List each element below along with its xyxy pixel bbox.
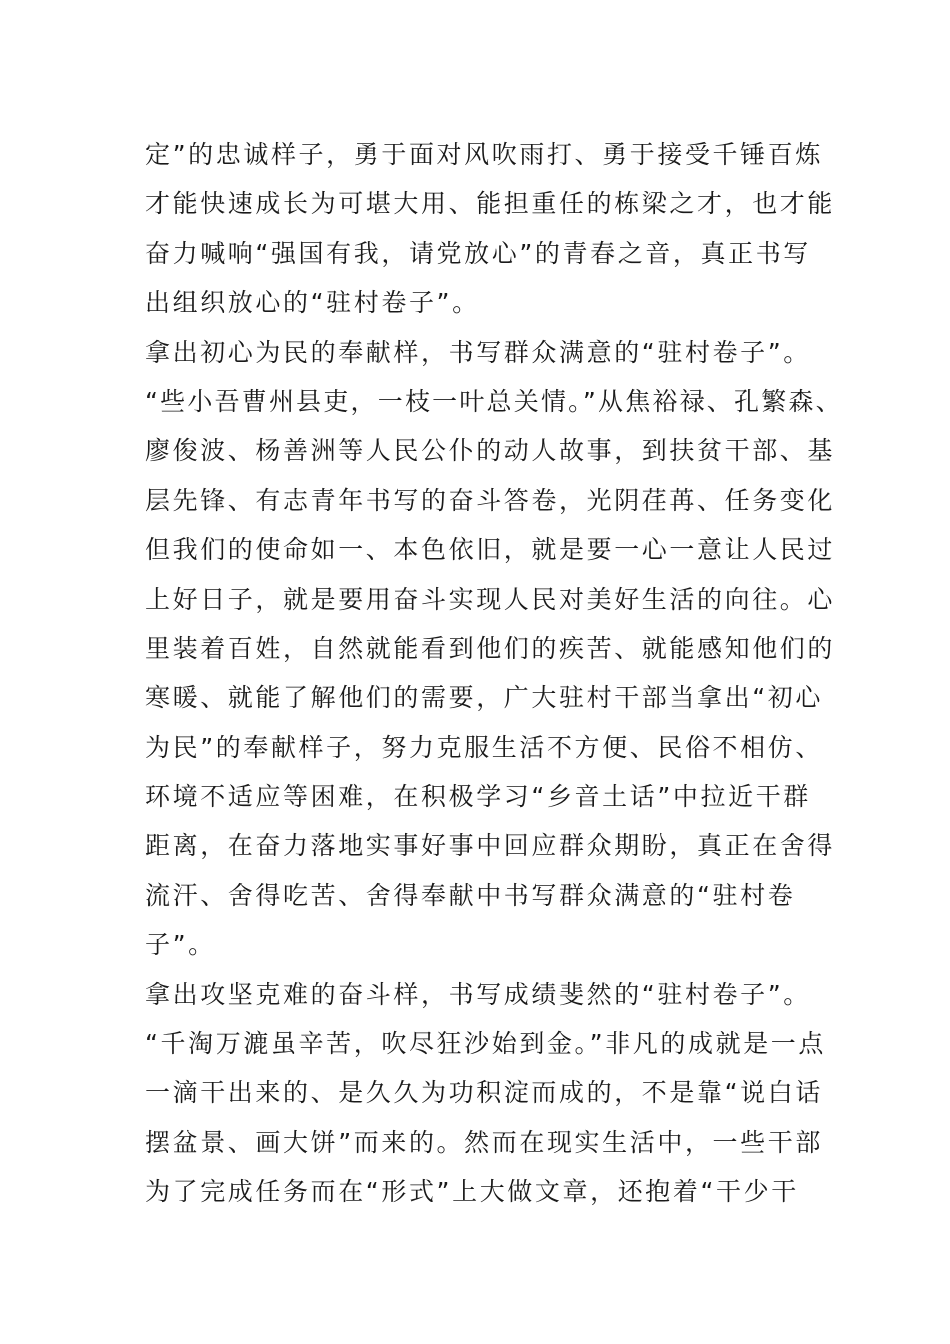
text-line: 定”的忠诚样子，勇于面对风吹雨打、勇于接受千锤百炼 <box>145 140 823 169</box>
text-line: 为了完成任务而在“形式”上大做文章，还抱着“干少干 <box>145 1177 799 1207</box>
text-line: 摆盆景、画大饼”而来的。然而在现实生活中，一些干部 <box>145 1127 823 1157</box>
text-line: 里装着百姓，自然就能看到他们的疾苦、就能感知他们的 <box>145 633 836 663</box>
text-line: 层先锋、有志青年书写的奋斗答卷，光阴荏苒、任务变化 <box>145 485 836 515</box>
text-line: “些小吾曹州县吏，一枝一叶总关情。”从焦裕禄、孔繁森、 <box>145 386 843 416</box>
text-line: 一滴干出来的、是久久为功积淀而成的，不是靠“说白话 <box>145 1078 823 1108</box>
section-heading: 拿出初心为民的奉献样，书写群众满意的“驻村卷子”。 <box>145 337 811 367</box>
text-line: 上好日子，就是要用奋斗实现人民对美好生活的向往。心 <box>145 584 836 614</box>
text-line: 环境不适应等困难，在积极学习“乡音土话”中拉近干群 <box>145 782 811 812</box>
text-line: 才能快速成长为可堪大用、能担重任的栋梁之才，也才能 <box>145 189 836 219</box>
text-line: 廖俊波、杨善洲等人民公仆的动人故事，到扶贫干部、基 <box>145 436 836 466</box>
text-line: 子”。 <box>145 930 216 960</box>
text-line: 为民”的奉献样子，努力克服生活不方便、民俗不相仿、 <box>145 732 823 762</box>
text-line: 寒暖、就能了解他们的需要，广大驻村干部当拿出“初心 <box>145 683 823 713</box>
text-line: “千淘万漉虽辛苦，吹尽狂沙始到金。”非凡的成就是一点 <box>145 1029 827 1059</box>
text-line: 但我们的使命如一、本色依旧，就是要一心一意让人民过 <box>145 535 836 565</box>
section-heading: 拿出攻坚克难的奋斗样，书写成绩斐然的“驻村卷子”。 <box>145 979 811 1009</box>
text-line: 距离，在奋力落地实事好事中回应群众期盼，真正在舍得 <box>145 831 836 861</box>
body-text <box>145 130 845 1217</box>
text-line: 出组织放心的“驻村卷子”。 <box>145 288 480 318</box>
text-line: 流汗、舍得吃苦、舍得奉献中书写群众满意的“驻村卷 <box>145 880 796 910</box>
text-line: 奋力喊响“强国有我，请党放心”的青春之音，真正书写 <box>145 238 811 268</box>
